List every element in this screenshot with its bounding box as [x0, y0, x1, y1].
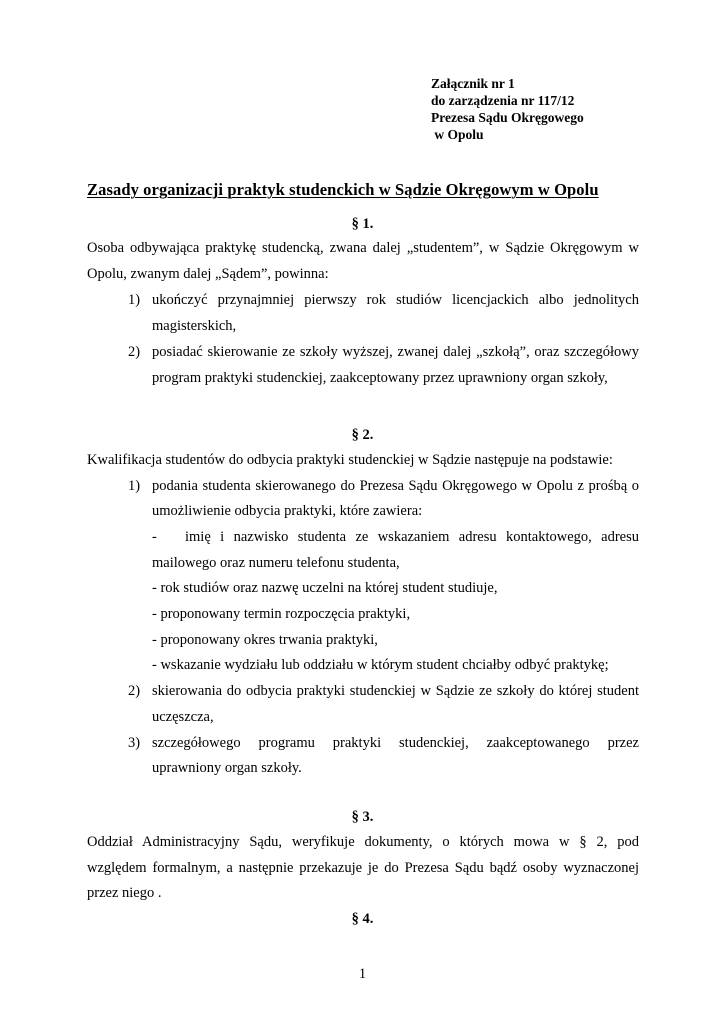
section-3-text-line: względem formalnym, a następnie przekazuje je do Prezesa Sądu bądź osoby wyznaczonej [87, 860, 639, 876]
list-number: 2) [128, 344, 141, 360]
document-title: Zasady organizacji praktyk studenckich w Sądzie Okręgowym w Opolu [87, 180, 599, 199]
list-number: 1) [128, 478, 141, 494]
section-2-heading: § 2. [351, 427, 374, 443]
dash-item: - proponowany termin rozpoczęcia praktyki, [152, 606, 411, 622]
section-2-intro: Kwalifikacja studentów do odbycia praktyki studenckiej w Sądzie następuje na podstawie: [87, 452, 613, 468]
list-item-text: umożliwienie odbycia praktyki, które zawiera: [152, 503, 423, 519]
list-item-text: skierowania do odbycia praktyki studenckiej w Sądzie ze szkoły do której student [152, 683, 639, 699]
page-number: 1 [358, 966, 367, 982]
section-3-text-line: Oddział Administracyjny Sądu, weryfikuje dokumenty, o których mowa w § 2, pod [87, 834, 639, 850]
section-1-intro-line: Osoba odbywająca praktykę studencką, zwana dalej „studentem”, w Sądzie Okręgowym w [87, 240, 639, 256]
attachment-header [431, 75, 584, 143]
list-item-text: program praktyki studenckiej, zaakceptowany przez uprawniony organ szkoły, [152, 370, 608, 386]
list-number: 3) [128, 735, 141, 751]
dash-item: mailowego oraz numeru telefonu studenta, [152, 555, 400, 571]
section-1-intro-line: Opolu, zwanym dalej „Sądem”, powinna: [87, 266, 329, 282]
list-item-text: podania studenta skierowanego do Prezesa Sądu Okręgowego w Opolu z prośbą o [152, 478, 639, 494]
section-4-heading: § 4. [351, 911, 374, 927]
dash-item: - proponowany okres trwania praktyki, [152, 632, 378, 648]
list-item-text: ukończyć przynajmniej pierwszy rok studiów licencjackich albo jednolitych [152, 292, 639, 308]
list-item-text: posiadać skierowanie ze szkoły wyższej, zwanej dalej „szkołą”, oraz szczegółowy [152, 344, 639, 360]
header-line: do zarządzenia nr 117/12 [431, 93, 575, 108]
list-item-text: uczęszcza, [152, 709, 214, 725]
list-number: 2) [128, 683, 141, 699]
section-3-text-line: przez niego . [87, 885, 162, 901]
dash-item: - wskazanie wydziału lub oddziału w którym student chciałby odbyć praktykę; [152, 657, 609, 673]
dash-item: - rok studiów oraz nazwę uczelni na której student studiuje, [152, 580, 498, 596]
list-item-text: magisterskich, [152, 318, 237, 334]
list-number: 1) [128, 292, 141, 308]
dash-item: - imię i nazwisko studenta ze wskazaniem adresu kontaktowego, adresu [152, 529, 639, 545]
list-item-text: uprawniony organ szkoły. [152, 760, 302, 776]
header-line: w Opolu [431, 127, 484, 142]
list-item-text: szczegółowego programu praktyki studenckiej, zaakceptowanego przez [152, 735, 639, 751]
section-1-heading: § 1. [351, 216, 374, 232]
header-line: Załącznik nr 1 [431, 76, 515, 91]
section-3-heading: § 3. [351, 809, 374, 825]
header-line: Prezesa Sądu Okręgowego [431, 110, 584, 125]
